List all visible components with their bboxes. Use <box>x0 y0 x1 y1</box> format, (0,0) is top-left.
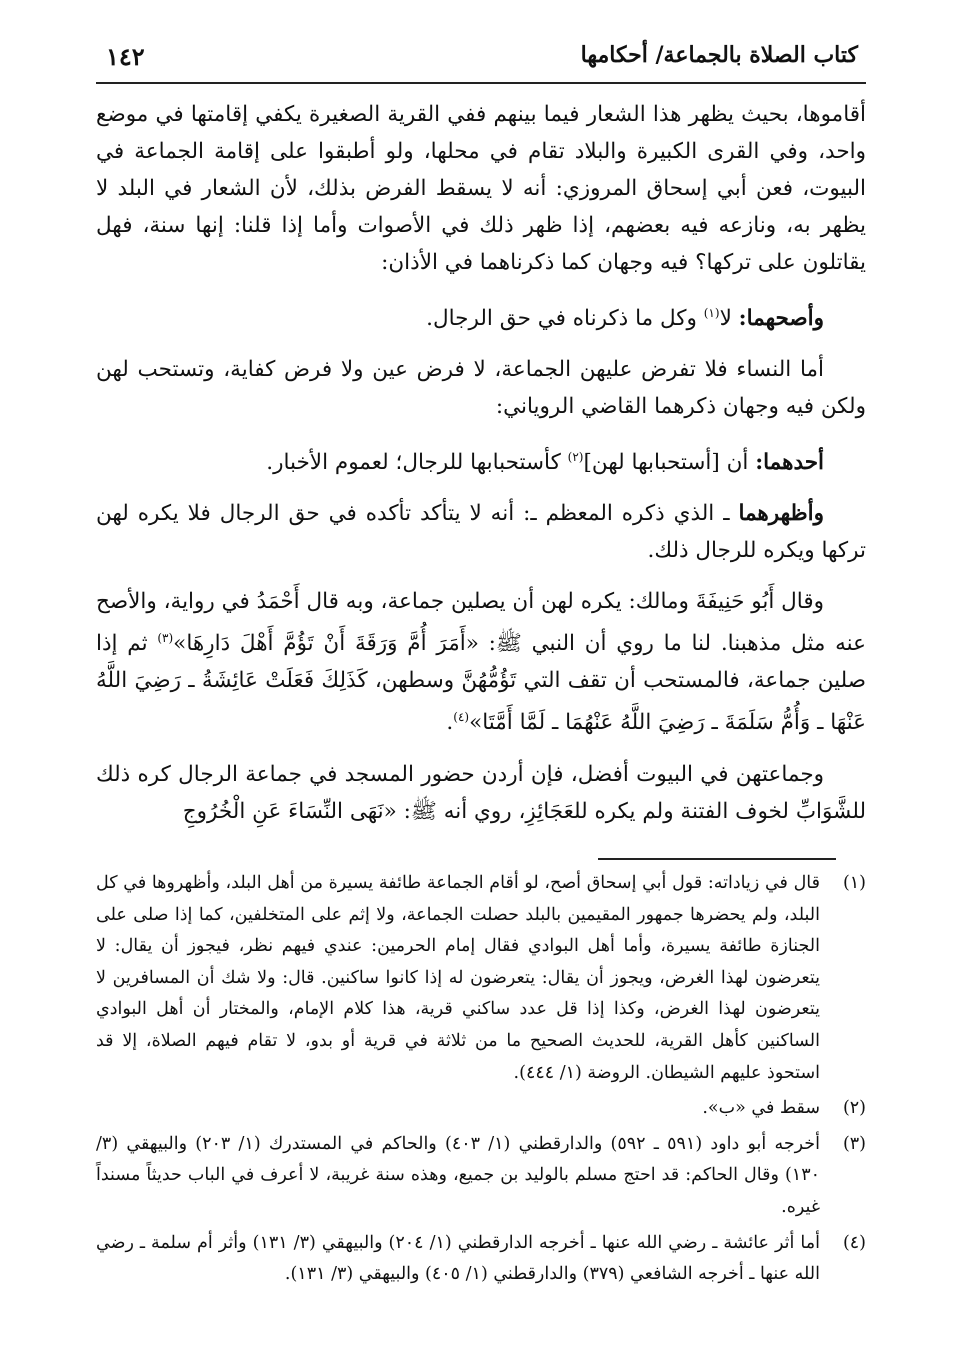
footnote-3 <box>96 1129 866 1224</box>
footnote-ref-1: (١) <box>703 306 720 320</box>
paragraph-7: وجماعتهن في البيوت أفضل، فإن أردن حضور المسجد في جماعة الرجال كره ذلك للشَّوَابِّ لخوف الفتنة ولم يكره للعَجَائِزِ، روي أنه ﷺ: «نَهَى النِّسَاءَ عَنِ الْخُرُوجِ <box>96 761 866 824</box>
footnote-text: قال في زياداته: قول أبي إسحاق أصح، لو أقام الجماعة طائفة يسيرة من أهل البلد، وأظهروها في كل البلد، ولم يحضرها جمهور المقيمين بالبلد حصلت الجماعة، ولا إثم على المتخلفين، كما إذا صلى على الجنازة طائفة يسيرة، وأما أهل البوادي فقال إمام الحرمين: عندي فيهم نظر، فيجوز أن يقال: لا يتعرضون لهذا الغرض، ويجوز أن يقال: يتعرضون له إذا كانوا ساكنين. قال: ولا شك أن المسافرين لا يتعرضون لهذا الغرض، وكذا إذا قل عدد ساكني قرية، هذا كلام الإمام، والمختار أن أهل البوادي الساكنين كأهل القرية، للحديث الصحيح ما من ثلاثة في قرية أو بدو، لا تقام فيهم الصلاة، إلا قد استحوذ عليهم الشيطان. الروضة (١/ ٤٤٤). <box>96 873 820 1083</box>
page-number: ١٤٢ <box>106 42 145 71</box>
paragraph-2-text: لا <box>719 306 732 332</box>
footnote-number: (٢) <box>842 1098 866 1119</box>
main-text <box>96 96 866 844</box>
footnote-number: (١) <box>842 873 866 893</box>
footnote-text: أخرجه أبو داود (٥٩١ ـ ٥٩٢) والدارقطني (١/ ٤٠٣) والحاكم في المستدرك (١/ ٢٠٣) والبيهقي (٣/ ١٣٠) وقال الحاكم: قد احتج مسلم بالوليد بن جميع، وهذه سنة غريبة، لا أعرف في الباب حديثاً مسنداً غيره. <box>96 1133 820 1217</box>
footnote-ref-3: (٣) <box>157 631 174 646</box>
footnote-2 <box>96 1093 866 1125</box>
footnote-1 <box>96 868 866 1089</box>
paragraph-2-rest: وكل ما ذكرناه في حق الرجال. <box>426 306 704 332</box>
paragraph-4-rest: كأستحبابها للرجال؛ لعموم الأخبار. <box>266 450 568 476</box>
paragraph-1: أقاموها، بحيث يظهر هذا الشعار فيما بينهم ففي القرية الصغيرة يكفي إقامتها في موضع واحد، وفي القرى الكبيرة والبلاد تقام في محلها، ولو أطبقوا على إقامة الجماعة في البيوت، فعن أبي إسحاق المروزي: أنه لا يسقط الفرض بذلك، لأن الشعار في البلد لا يظهر به، ونازعه فيه بعضهم، إذا ظهر ذلك في الأصوات وأما إذا قلنا: إنها سنة، فهل يقاتلون على تركها؟ فيه وجهان كما ذكرناهما في الأذان: <box>96 102 867 275</box>
footnote-ref-2: (٢) <box>567 450 584 465</box>
paragraph-3: أما النساء فلا تفرض عليهن الجماعة، لا فرض عين ولا فرض كفاية، وتستحب لهن ولكن فيه وجهان ذكرهما القاضي الروياني: <box>96 357 866 420</box>
paragraph-4-text: أن [أستحبابها لهن] <box>583 450 756 476</box>
paragraph-5-text: ـ الذي ذكره المعظم ـ: أنه لا يتأكد تأكده في حق الرجال فلا يكره لهن تركها ويكره للرجال ذلك. <box>96 501 866 564</box>
paragraph-4-lead: أحدهما: <box>755 450 824 476</box>
paragraph-4 <box>96 439 866 481</box>
footnote-number: (٤) <box>842 1232 866 1253</box>
footnote-number: (٣) <box>842 1133 866 1154</box>
footnotes <box>96 868 866 1295</box>
paragraph-5 <box>96 495 866 569</box>
footnote-ref-4: (٤) <box>453 710 470 725</box>
paragraph-6-a: وقال أَبُو حَنِيفَةَ ومالك: يكره لهن أن يصلين جماعة، وبه قال أَحْمَدُ في رواية، والأصح عنه مثل مذهبنا. لنا ما روي أن النبي ﷺ: «أَمَرَ أُمَّ وَرَقَةَ أَنْ تَؤُمَّ أَهْلَ دَارِهَا» <box>96 589 866 657</box>
paragraph-5-lead: وأظهرهما <box>738 501 824 527</box>
paragraph-6-c: . <box>446 710 454 736</box>
paragraph-6 <box>96 583 866 741</box>
footnote-separator <box>598 858 836 860</box>
running-title: كتاب الصلاة بالجماعة/ أحكامها <box>580 42 858 68</box>
paragraph-2 <box>96 295 866 337</box>
footnote-4 <box>96 1228 866 1291</box>
paragraph-6-b: ثم إذا صلين جماعة، فالمستحب أن تقف التي تَؤُمُّهُنَّ وسطهن، كَذَلِكَ فَعَلَتْ عَائِشَةُ ـ رَضِيَ اللَّهُ عَنْهَا ـ وَأُمُّ سَلَمَةَ ـ رَضِيَ اللَّهُ عَنْهُمَا ـ لَمَّا أَمَّتَا» <box>96 631 866 736</box>
footnote-text: أما أثر عائشة ـ رضي الله عنها ـ أخرجه الدارقطني (١/ ٢٠٤) والبيهقي (٣/ ١٣١) وأثر أم سلمة ـ رضي الله عنها ـ أخرجه الشافعي (٣٧٩) والدارقطني (١/ ٤٠٥) والبيهقي (٣/ ١٣١). <box>96 1232 820 1285</box>
footnote-text: سقط في «ب». <box>702 1098 820 1119</box>
page-header <box>96 38 866 84</box>
paragraph-2-lead: وأصحهما: <box>738 306 824 332</box>
